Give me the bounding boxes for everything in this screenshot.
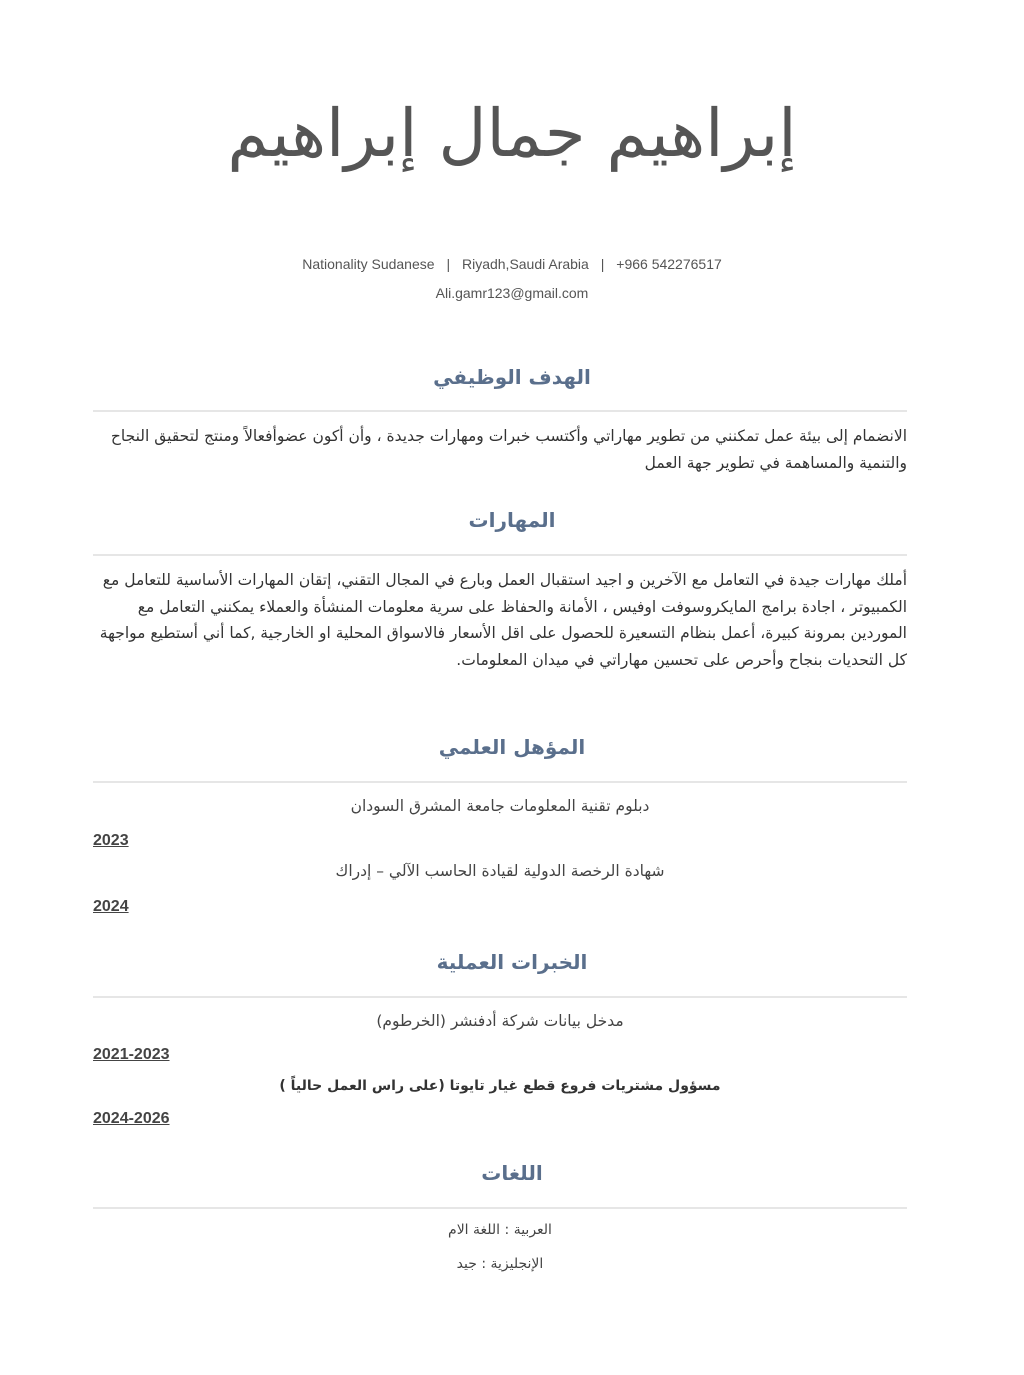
objective-title: الهدف الوظيفي	[433, 365, 591, 389]
separator: |	[446, 256, 451, 272]
education-year: 2023	[93, 832, 129, 849]
nationality: Nationality Sudanese	[302, 256, 435, 272]
divider	[93, 410, 907, 412]
skills-title: المهارات	[468, 508, 556, 532]
location: Riyadh,Saudi Arabia	[461, 256, 589, 272]
divider	[93, 554, 907, 556]
email[interactable]: Ali.gamr123@gmail.com	[435, 285, 589, 301]
experience-item: مدخل بيانات شركة أدفنشر (الخرطوم)	[376, 1012, 624, 1030]
experience-years: 2021-2023	[93, 1046, 170, 1063]
objective-text: الانضمام إلى بيئة عمل تمكنني من تطوير مهاراتي وأكتسب خبرات ومهارات جديدة ، وأن أكون عضوأفعالاً ومنتج لتحقيق النجاح والتنمية والمساهمة في تطوير جهة العمل	[110, 427, 907, 472]
experience-years: 2024-2026	[93, 1110, 170, 1127]
education-title: المؤهل العلمي	[438, 735, 586, 759]
language-item: الإنجليزية : جيد	[456, 1256, 544, 1272]
divider	[93, 781, 907, 783]
language-item: العربية : اللغة الام	[448, 1222, 552, 1238]
separator: |	[600, 256, 605, 272]
divider	[93, 1207, 907, 1209]
experience-item: مسؤول مشتريات فروع قطع غيار تايوتا (على راس العمل حالياً )	[279, 1078, 721, 1094]
education-item: دبلوم تقنية المعلومات جامعة المشرق السودان	[350, 797, 650, 815]
education-item: شهادة الرخصة الدولية لقيادة الحاسب الآلي – إدراك	[335, 862, 665, 880]
candidate-name: إبراهيم جمال إبراهيم	[227, 95, 797, 172]
contact-line	[0, 256, 1024, 272]
divider	[93, 996, 907, 998]
phone: +966 542276517	[616, 256, 722, 272]
languages-title: اللغات	[481, 1161, 543, 1185]
skills-text: أملك مهارات جيدة في التعامل مع الآخرين و اجيد استقبال العمل وبارع في المجال التقني، إتقان المهارات الأساسية للتعامل مع الكمبيوتر ، اجادة برامج المايكروسوفت اوفيس ، الأمانة والحفاظ على سرية معلومات المنشأة والعملاء يمكنني التعامل مع الموردين بمرونة كبيرة، أعمل بنظام التسعيرة للحصول على اقل الأسعار فالاسواق المحلية او الخارجية ,كما أني أستطيع مواجهة كل التحديات بنجاح وأحرص على تحسين مهاراتي في ميدان المعلومات.	[99, 571, 907, 669]
experience-title: الخبرات العملية	[436, 950, 588, 974]
education-year: 2024	[93, 898, 129, 915]
